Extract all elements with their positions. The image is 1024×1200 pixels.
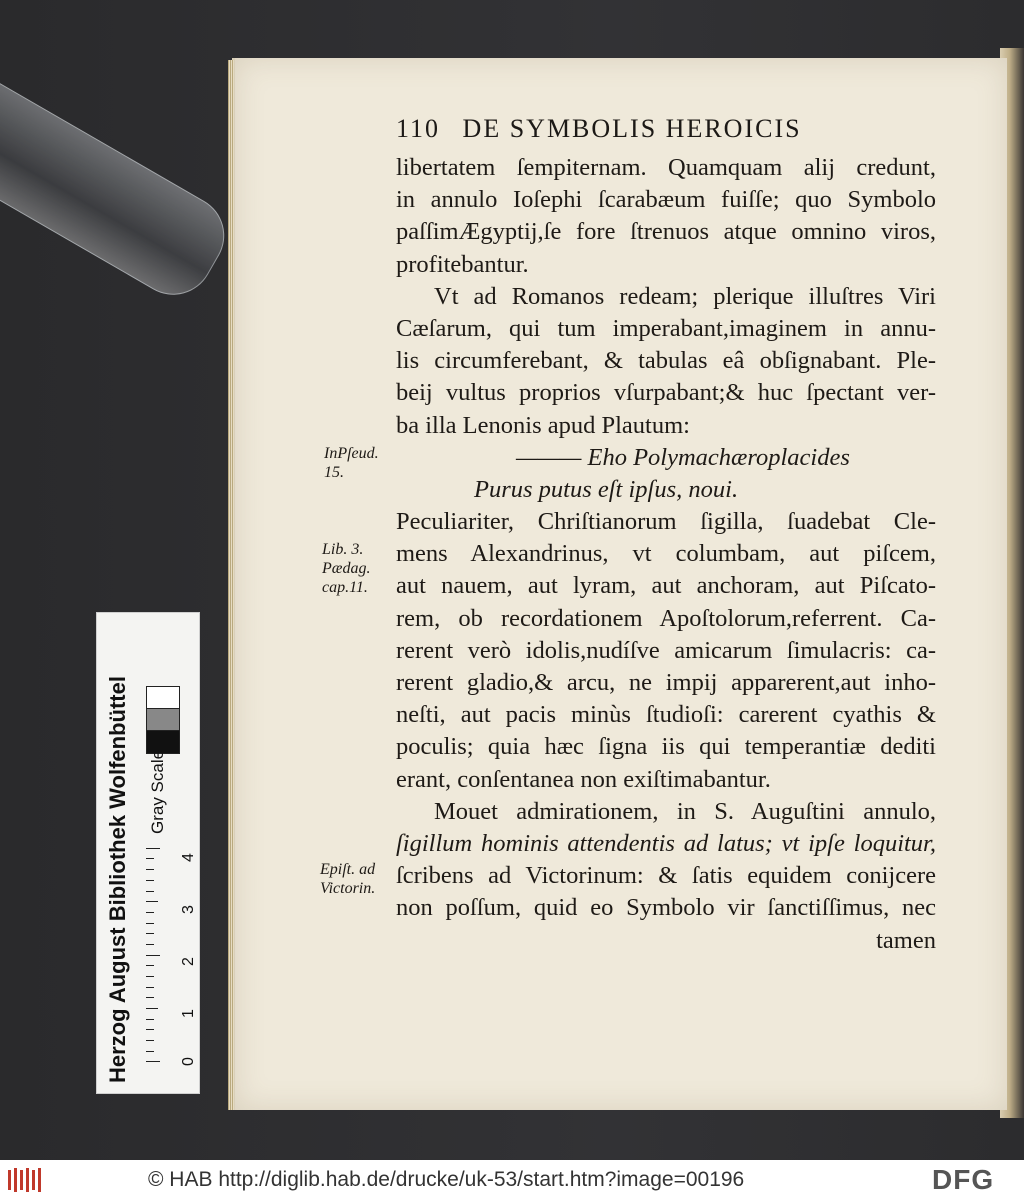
- hab-logo-icon: [6, 1166, 46, 1194]
- text-line: ſcribens ad Victorinum: & ſatis equidem conijcere: [396, 862, 936, 890]
- text-line: lis circumferebant, & tabulas eâ obſignabant. Ple-: [396, 347, 936, 375]
- swatch-white: [146, 686, 180, 710]
- text-line: rerent gladio,& arcu, ne impij apparerent,aut inho-: [396, 669, 936, 696]
- text-line: rem, ob recordationem Apoſtolorum,referrent. Ca-: [396, 604, 936, 632]
- margin-note-epist: [320, 860, 375, 898]
- verse-line: ——— Eho Polymachæroplacides: [516, 443, 850, 471]
- margin-note-line: Victorin.: [320, 880, 376, 897]
- ruler-number: 0: [180, 1057, 197, 1066]
- page-number: 110: [396, 114, 441, 143]
- text-line: rerent verò idolis,nudíſve amicarum ſimulacris: ca-: [396, 636, 936, 664]
- margin-note-paedag: [322, 540, 370, 597]
- footer-bar: [0, 1160, 1024, 1200]
- text-line: ba illa Lenonis apud Plautum:: [396, 411, 690, 439]
- margin-note-line: Pædag.: [322, 560, 371, 577]
- text-line: Cæſarum, qui tum imperabant,imaginem in annu-: [396, 314, 936, 342]
- ruler-ticks: [146, 848, 166, 1062]
- dfg-logo: DFG: [932, 1164, 995, 1195]
- text-line: libertatem ſempiternam. Quamquam alij credunt,: [396, 154, 936, 181]
- margin-note-line: 15.: [324, 464, 344, 481]
- text-line: Vt ad Romanos redeam; plerique illuſtres Viri: [434, 282, 936, 310]
- text-line: Mouet admirationem, in S. Auguſtini annulo,: [434, 797, 936, 825]
- text-line: Peculiariter, Chriſtianorum ſigilla, ſuadebat Cle-: [396, 508, 936, 536]
- body-text: [396, 152, 936, 957]
- text-line: profitebantur.: [396, 250, 529, 278]
- margin-note-line: cap.11.: [322, 579, 368, 596]
- text-line: poculis; quia hæc ſigna iis qui temperantiæ dediti: [396, 733, 936, 761]
- margin-note-pseud: [324, 444, 379, 482]
- ruler-number: 4: [180, 853, 197, 862]
- margin-note-line: InPſeud.: [324, 445, 379, 462]
- text-line: ſigillum hominis attendentis ad latus; vt ipſe loquitur,: [396, 829, 936, 857]
- margin-note-line: Epiſt. ad: [320, 861, 376, 878]
- ruler-number: 2: [180, 957, 197, 966]
- text-line: paſſimÆgyptij,ſe fore ſtrenuos atque omnino viros,: [396, 218, 936, 246]
- catchword: tamen: [876, 926, 936, 954]
- ruler-number: 3: [180, 905, 197, 914]
- text-line: aut nauem, aut lyram, aut anchoram, aut Piſcato-: [396, 572, 936, 600]
- margin-note-line: Lib. 3.: [322, 541, 364, 558]
- text-line: in annulo Ioſephi ſcarabæum fuiſſe; quo Symbolo: [396, 186, 936, 214]
- verse-line: Purus putus eſt ipſus, noui.: [474, 475, 739, 503]
- running-title: DE SYMBOLIS HEROICIS: [462, 114, 802, 143]
- running-head: [396, 114, 936, 146]
- ruler-number: 1: [180, 1009, 197, 1018]
- gray-scale-label: Gray Scale: [148, 749, 167, 834]
- text-line: erant, conſentanea non exiſtimabantur.: [396, 765, 771, 793]
- text-line: beij vultus proprios vſurpabant;& huc ſpectant ver-: [396, 379, 936, 407]
- source-url[interactable]: © HAB http://diglib.hab.de/drucke/uk-53/start.htm?image=00196: [148, 1168, 745, 1191]
- text-line: non poſſum, quid eo Symbolo vir ſanctiſſimus, nec: [396, 894, 936, 922]
- text-line: mens Alexandrinus, vt columbam, aut piſcem,: [396, 540, 936, 568]
- ruler-institution: Herzog August Bibliothek Wolfenbüttel: [105, 676, 130, 1083]
- text-line: neſti, aut pacis minùs ſtudioſi: carerent cyathis &: [396, 701, 936, 729]
- page-edge-left: [228, 60, 234, 1110]
